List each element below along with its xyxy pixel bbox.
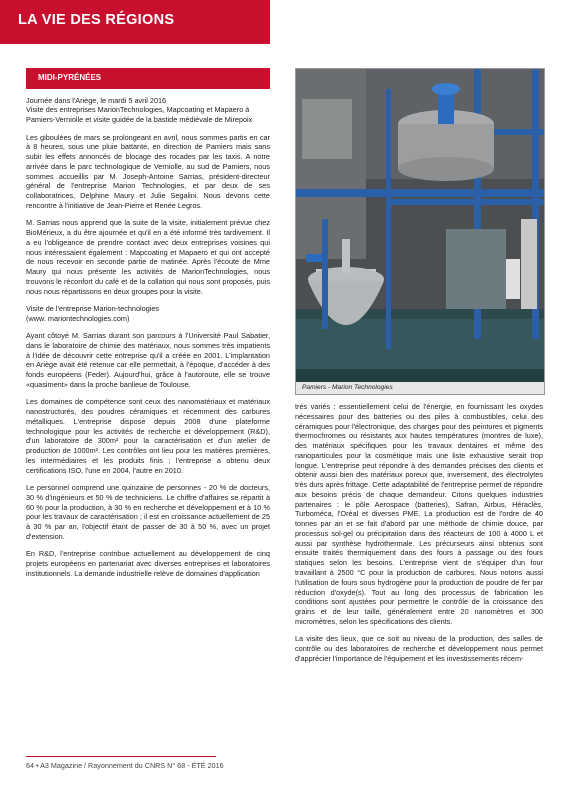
paragraph-program: M. Sarrias nous apprend que la suite de la visite, initialement prévue chez BioMérieux, a du être ajournée et qu'il en a été informé très tardivement. Il a eu l'obligeance de prendre contact avec deux entreprises voisines qui nous intéressaient également : Mapcoating et Mapaero et qui ont accepté de nous recevoir en seconde partie de matinée. Après l'écoute de Mme Maury qui nous présente les activités de MarionTechnologies, nous trouvons le réconfort du café et de la collation qui nous sont proposés, puis nous nous répartissons en deux groupes pour la visite. [26,218,270,296]
region-label: MIDI-PYRÉNÉES [26,68,270,89]
page-footer: 64 • A3 Magazine / Rayonnement du CNRS N° 68 - ÉTÉ 2016 [26,761,224,770]
paragraph-applications: très variés : essentiellement celui de l'énergie, en fournissant les oxydes nécessaires pour des batteries ou des piles à combustibles, celui des céramiques pour l'électronique, des charges pour des peintures et pigments thermochromes ou résistants aux hautes températures (montres de luxe), des matériaux spécifiques pour les travaux dentaires et même des nanoparticules pour la cosmétique mais une liste exhaustive serait trop longue. L'entreprise peut répondre à des demandes précises des clients et obtenir aussi bien des matériaux poreux que, inversement, des électrolytes très durs après frittage. Cette adaptabilité de l'entreprise permet de répondre aux besoins précis de chaque demandeur. Citons quelques industries partenaires : le pôle Aerospace (batteries), Safran, Airbus, Héraclès, Turboméca, l'Oréal et diverses PME. La production est de l'ordre de 40 tonnes par an et se fait d'abord par une méthode de chimie douce, par processus sol-gel ou précipitation dans des réacteurs de 100 à 4000 L et aussi par synthèse hydrothermale. Les précurseurs ainsi obtenus sont ensuite traités thermiquement dans des fours à passage ou des fours statiques selon les besoins. L'entreprise vient de s'équiper d'un four travaillant à 2500 °C pour la production de carbures. Nous notons aussi l'utilisation de fours sous hydrogène pour la production de poudre de fer par réduction d'oxyde(s). Tout au long des processus de fabrication les conditions sont ajustées pour permettre le contrôle de la croissance des grains et de leur taille, généralement entre 20 nanomètres et 300 micromètres, selon les spécifications des clients. [295,402,543,626]
section-header-band [0,0,270,44]
factory-photo-illustration [296,69,544,383]
left-column [26,68,270,586]
photo-caption: Pamiers - Marion Technologies [295,382,545,395]
intro-paragraph: Journée dans l'Ariège, le mardi 5 avril 2016 Visite des entreprises MarionTechnologies, Mapcoating et Mapaero à Pamiers-Verniolle et visite guidée de la bastide médiévale de Mirepoix [26,95,253,125]
paragraph-rnd: En R&D, l'entreprise contribue actuellement au développement de cinq projets européens en partenariat avec diverses entreprises et laboratoires institutionnels. La demande industrielle relève de domaines d'application [26,549,270,578]
paragraph-domains: Les domaines de compétence sont ceux des nanomatériaux et matériaux nanostructurés, des poudres céramiques et récemment des carbures métalliques. L'entreprise dispose depuis 2008 d'une plateforme technologique pour les activités de recherche et développement (R&D), d'un laboratoire de 300m² pour la caractérisation et d'un atelier de production de 1000m². Les contrôles ont lieu pour les matières premières, les intermédiaires et les produits finis ; l'entreprise a obtenu deux certifications ISO, l'une en 2004, l'autre en 2010. [26,397,270,475]
paragraph-staff: Le personnel comprend une quinzaine de personnes - 20 % de docteurs, 30 % d'ingénieurs et 50 % de techniciens. Le chiffre d'affaires se répartit à 60 % pour la production, à 30 % en recherche et développement et à 10 % pour les travaux de caractérisation ; il est en croissance actuellement de 25 à 30 % par an, l'objectif étant de passer de 30 à 50 %, avec un projet d'extension. [26,483,270,541]
right-column [295,402,543,671]
paragraph-visit: La visite des lieux, que ce soit au niveau de la production, des salles de contrôle ou des laboratoires de recherche et développement nous permet d'apprécier l'importance de l'équipement et les investissements récem- [295,634,543,663]
section-title: LA VIE DES RÉGIONS [18,12,175,28]
visit-heading: Visite de l'entreprise Marion-technologies (www. mariontechnologies.com) [26,304,160,323]
paragraph-history: Ayant côtoyé M. Sarrias durant son parcours à l'Université Paul Sabatier, dans le laboratoire de chimie des matériaux, nous sommes très impatients à l'idée de découvrir cette entreprise qu'il a créée en 2001. L'implantation en Ariège avait été retenue car elle permettait, à l'époque, d'accéder à des fonds européens (Feder). Aujourd'hui, grâce à l'autoroute, elle se trouve «quasiment» dans la proche banlieue de Toulouse. [26,331,270,389]
footer-rule [26,756,216,757]
factory-photo [295,68,545,384]
paragraph-arrival: Les giboulées de mars se prolongeant en avril, nous sommes partis en car à 8 heures, sous une pluie battante, en direction de Pamiers mais sans subir les effets annoncés de blocage des rocades par les taxis. A notre arrivée dans le parc technologique de Verniolle, au sud de Pamiers, nous sommes accueillis par M. Joseph-Antoine Sarrias, président-directeur général de l'entreprise Marion Technologies, et par deux de ses collaboratrices, Delphine Maury et Julie Segalini. Nous devons cette rencontre à l'initiative de Jean-Pierre et Renée Legros. [26,132,270,210]
